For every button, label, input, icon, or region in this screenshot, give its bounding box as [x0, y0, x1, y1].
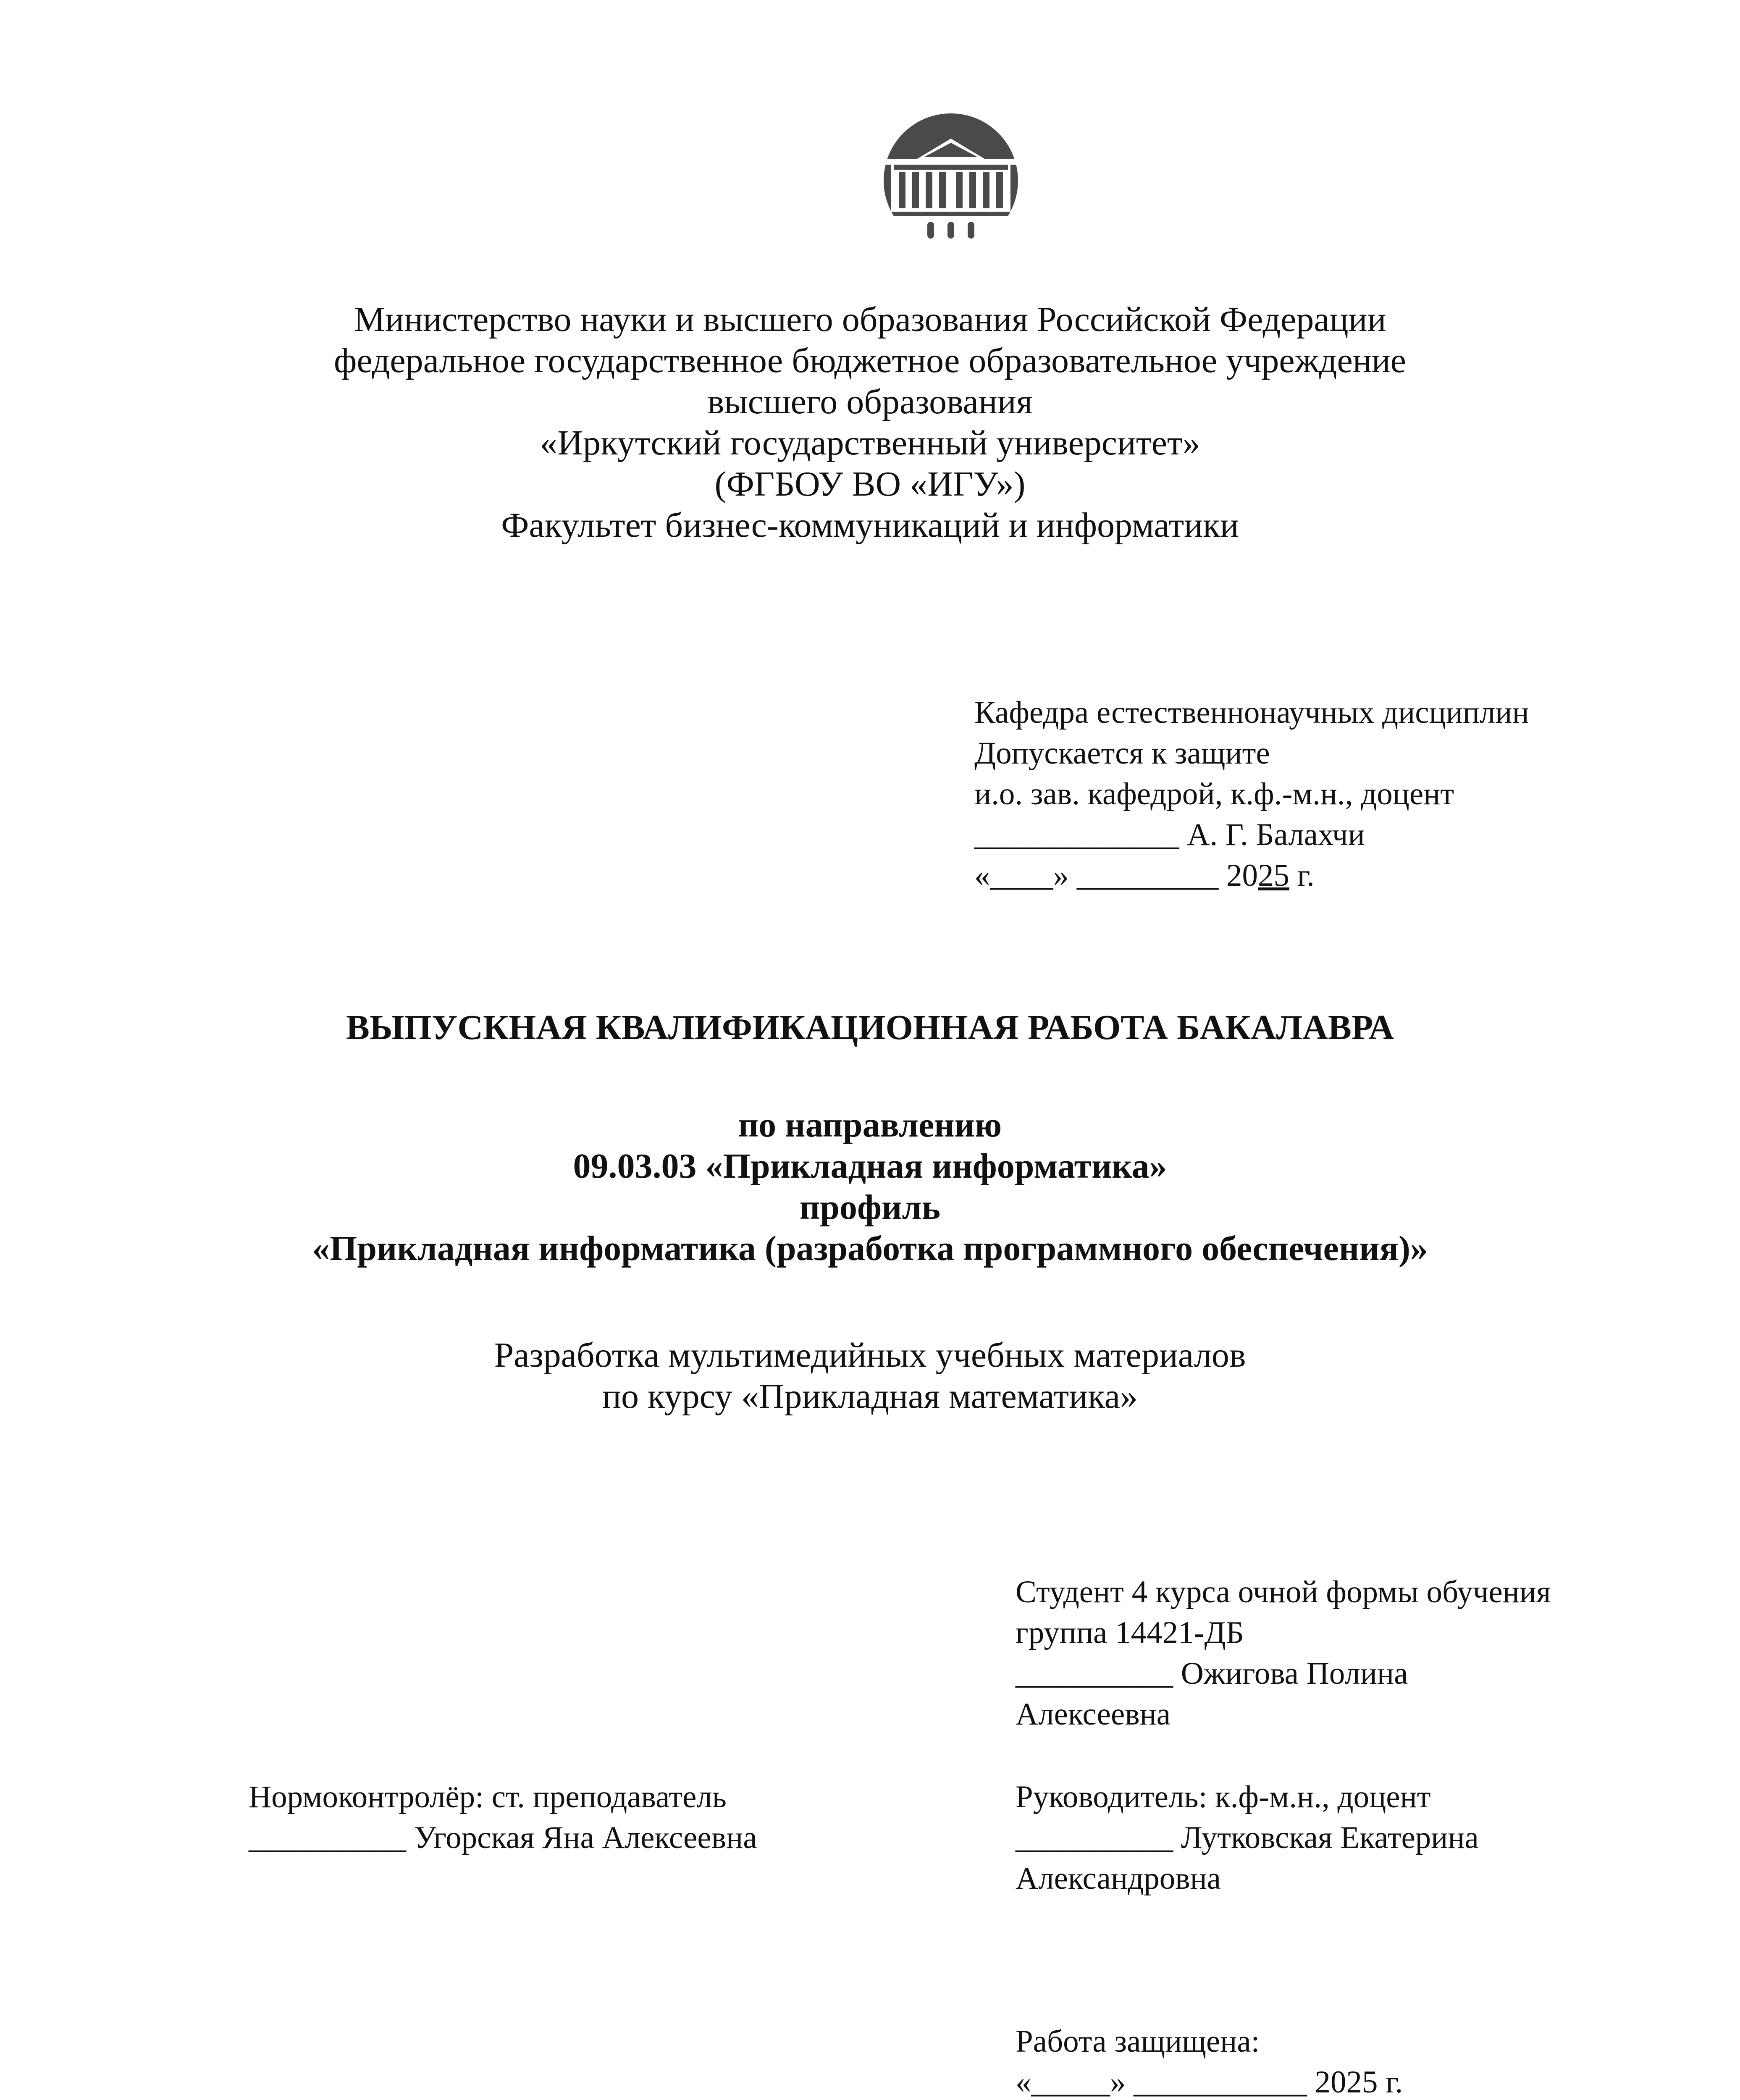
- defense-status: Работа защищена:: [1016, 2024, 1260, 2059]
- work-type-block: [0, 1007, 1740, 1048]
- approval-date-prefix: «____» _________ 20: [974, 858, 1258, 893]
- normcontrol-position: Нормоконтролёр: ст. преподаватель: [249, 1780, 727, 1814]
- header-block: [0, 299, 1740, 546]
- approval-date-suffix: г.: [1289, 858, 1315, 893]
- faculty-name: Факультет бизнес-коммуникаций и информатики: [501, 506, 1239, 545]
- supervisor-signature-line: __________ Лутковская Екатерина: [1016, 1820, 1479, 1855]
- normcontrol-block: [249, 1777, 757, 1858]
- education-level-line: высшего образования: [707, 382, 1033, 421]
- approval-block: [974, 692, 1529, 896]
- student-patronymic: Алексеевна: [1016, 1697, 1171, 1732]
- student-signature-line: __________ Ожигова Полина: [1016, 1656, 1408, 1691]
- admitted-to-defense: Допускается к защите: [974, 736, 1270, 771]
- supervisor-block: [1016, 1777, 1479, 1899]
- institution-type-line: федеральное государственное бюджетное образовательное учреждение: [334, 341, 1406, 380]
- department-name: Кафедра естественнонаучных дисциплин: [974, 695, 1529, 730]
- thesis-title-block: [0, 1335, 1740, 1417]
- profile-label: профиль: [799, 1188, 941, 1227]
- thesis-title-line-1: Разработка мультимедийных учебных материалов: [494, 1336, 1246, 1375]
- direction-block: [0, 1105, 1740, 1269]
- direction-label: по направлению: [738, 1105, 1002, 1144]
- thesis-title-line-2: по курсу «Прикладная математика»: [602, 1377, 1138, 1416]
- approval-date-line: [974, 855, 1529, 896]
- ministry-line: Министерство науки и высшего образования Российской Федерации: [354, 300, 1386, 339]
- defense-date-line: «_____» ___________ 2025 г.: [1016, 2065, 1403, 2100]
- university-logo: [877, 109, 1025, 248]
- profile-name: «Прикладная информатика (разработка программного обеспечения)»: [312, 1229, 1428, 1268]
- work-type-heading: ВЫПУСКНАЯ КВАЛИФИКАЦИОННАЯ РАБОТА БАКАЛАВРА: [346, 1008, 1394, 1047]
- student-block: [1016, 1572, 1551, 1735]
- defense-block: [1016, 2021, 1403, 2100]
- head-position: и.о. зав. кафедрой, к.ф.-м.н., доцент: [974, 777, 1454, 811]
- direction-name: 09.03.03 «Прикладная информатика»: [573, 1147, 1167, 1186]
- student-group: группа 14421-ДБ: [1016, 1615, 1244, 1650]
- normcontrol-signature-line: __________ Угорская Яна Алексеевна: [249, 1820, 757, 1855]
- approval-date-year: 25: [1258, 858, 1289, 893]
- supervisor-position: Руководитель: к.ф-м.н., доцент: [1016, 1780, 1431, 1814]
- university-abbreviation: (ФГБОУ ВО «ИГУ»): [714, 465, 1026, 504]
- head-signature-line: _____________ А. Г. Балахчи: [974, 817, 1365, 852]
- supervisor-patronymic: Александровна: [1016, 1861, 1221, 1896]
- student-course: Студент 4 курса очной формы обучения: [1016, 1575, 1551, 1609]
- university-name: «Иркутский государственный университет»: [540, 423, 1200, 462]
